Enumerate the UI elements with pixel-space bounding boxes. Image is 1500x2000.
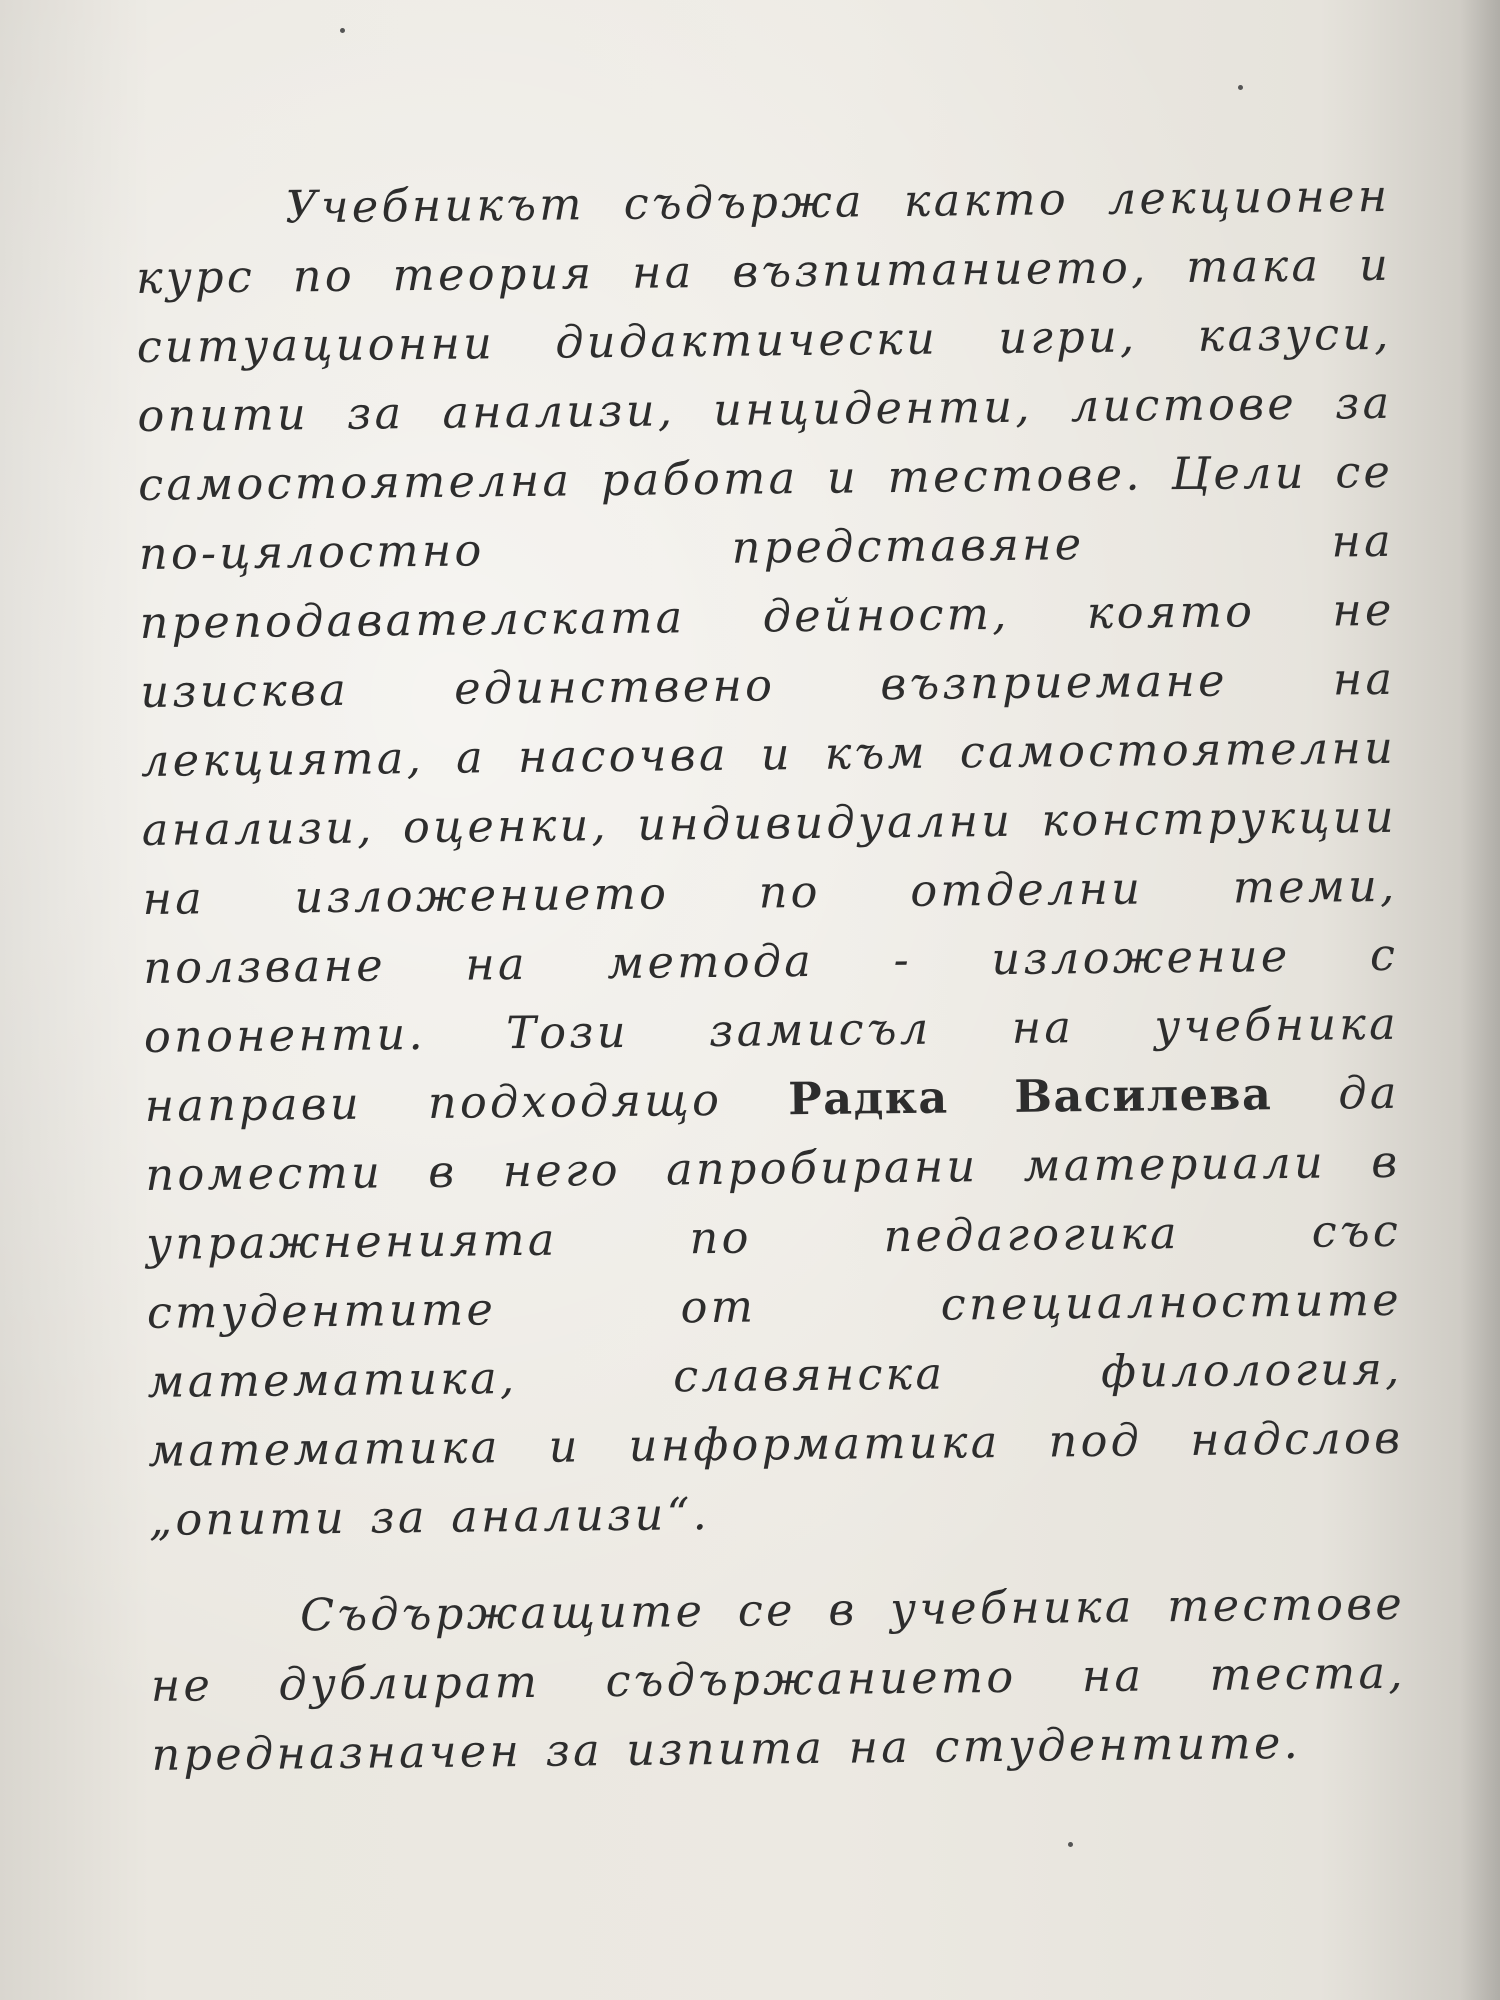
paragraph-1-text-start: Учебникът съдържа както лекционен курс по теория на възпитанието, така и ситуационни дидактически игри, казуси, опити за анализи, инциденти, листове за самостоятелна работа и тестове. Цели се по-цялостно представяне на преподавателската дейност, която не изисква единствено възприемане на лекцията, а насочва и към самостоятелни анализи, оценки, индивидуални конструкции на изложението по отделни теми, ползване на метода - изложение с опоненти. Този замисъл на учебника направи подходящо [135,170,1400,1132]
paper-speck [1068,1842,1073,1847]
author-name: Радка Василева [788,1068,1273,1126]
paragraph-1-text-end: да помести в него апробирани материали в упражненията по педагогика със студентите от специалностите математика, славянска филология, математика и информатика под надслов „опити за анализи“. [145,1067,1404,1546]
page-text [135,162,1407,1790]
paper-speck [1238,85,1243,90]
paper-speck [340,28,345,33]
paragraph-1 [135,162,1404,1555]
paragraph-2: Съдържащите се в учебника тестове не дублират съдържанието на теста, предназначен за изпита на студентите. [150,1578,1407,1781]
